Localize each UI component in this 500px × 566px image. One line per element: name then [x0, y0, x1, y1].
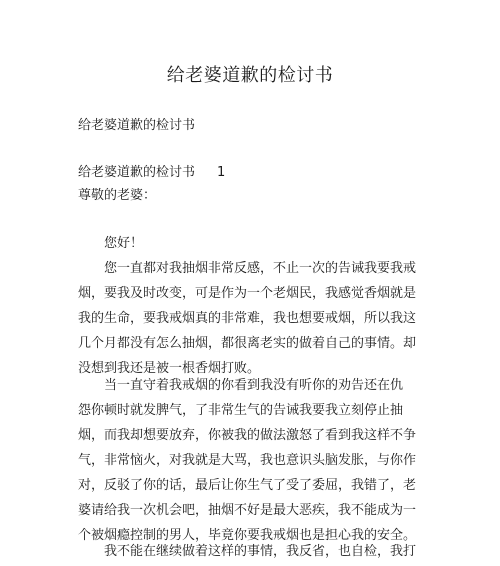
paragraph-1	[78, 256, 417, 381]
paragraph-line: 我不能在继续做着这样的事情，我反省，也自检，我打	[104, 544, 417, 559]
paragraph-line: 没想到我还是被一根香烟打败。	[78, 361, 261, 376]
paragraph-2	[78, 373, 417, 548]
salutation: 尊敬的老婆：	[78, 188, 157, 203]
paragraph-line: 烟，而我却想要放弃，你被我的做法激怒了看到我这样不争	[78, 428, 417, 443]
paragraph-line: 几个月都没有怎么抽烟，都很离老实的做着自己的事情。却	[78, 336, 417, 351]
document-heading	[78, 163, 225, 183]
document-subtitle: 给老婆道歉的检讨书	[78, 118, 196, 133]
paragraph-line: 气，非常恼火，对我就是大骂，我也意识头脑发胀，与你作	[78, 453, 417, 468]
paragraph-3	[78, 539, 417, 564]
heading-number: 1	[217, 165, 226, 180]
heading-text: 给老婆道歉的检讨书	[78, 165, 196, 180]
paragraph-line: 个被烟瘾控制的男人，毕竟你要我戒烟也是担心我的安全。	[78, 528, 417, 543]
paragraph-line: 怨你顿时就发脾气，了非常生气的告诫我要我立刻停止抽	[78, 403, 404, 418]
paragraph-line: 我的生命，要我戒烟真的非常难，我也想要戒烟，所以我这	[78, 311, 417, 326]
paragraph-line: 您一直都对我抽烟非常反感，不止一次的告诫我要我戒	[104, 261, 417, 276]
document-title: 给老婆道歉的检讨书	[166, 65, 334, 86]
paragraph-line: 对，反驳了你的话，最后让你生气了受了委屈，我错了，老	[78, 478, 417, 493]
paragraph-line: 婆请给我一次机会吧，抽烟不好是最大恶疾，我不能成为一	[78, 503, 417, 518]
paragraph-line: 烟，要我及时改变，可是作为一个老烟民，我感觉香烟就是	[78, 286, 417, 301]
paragraph-line: 当一直守着我戒烟的你看到我没有听你的劝告还在仇	[104, 378, 404, 393]
greeting: 您好！	[104, 236, 144, 251]
